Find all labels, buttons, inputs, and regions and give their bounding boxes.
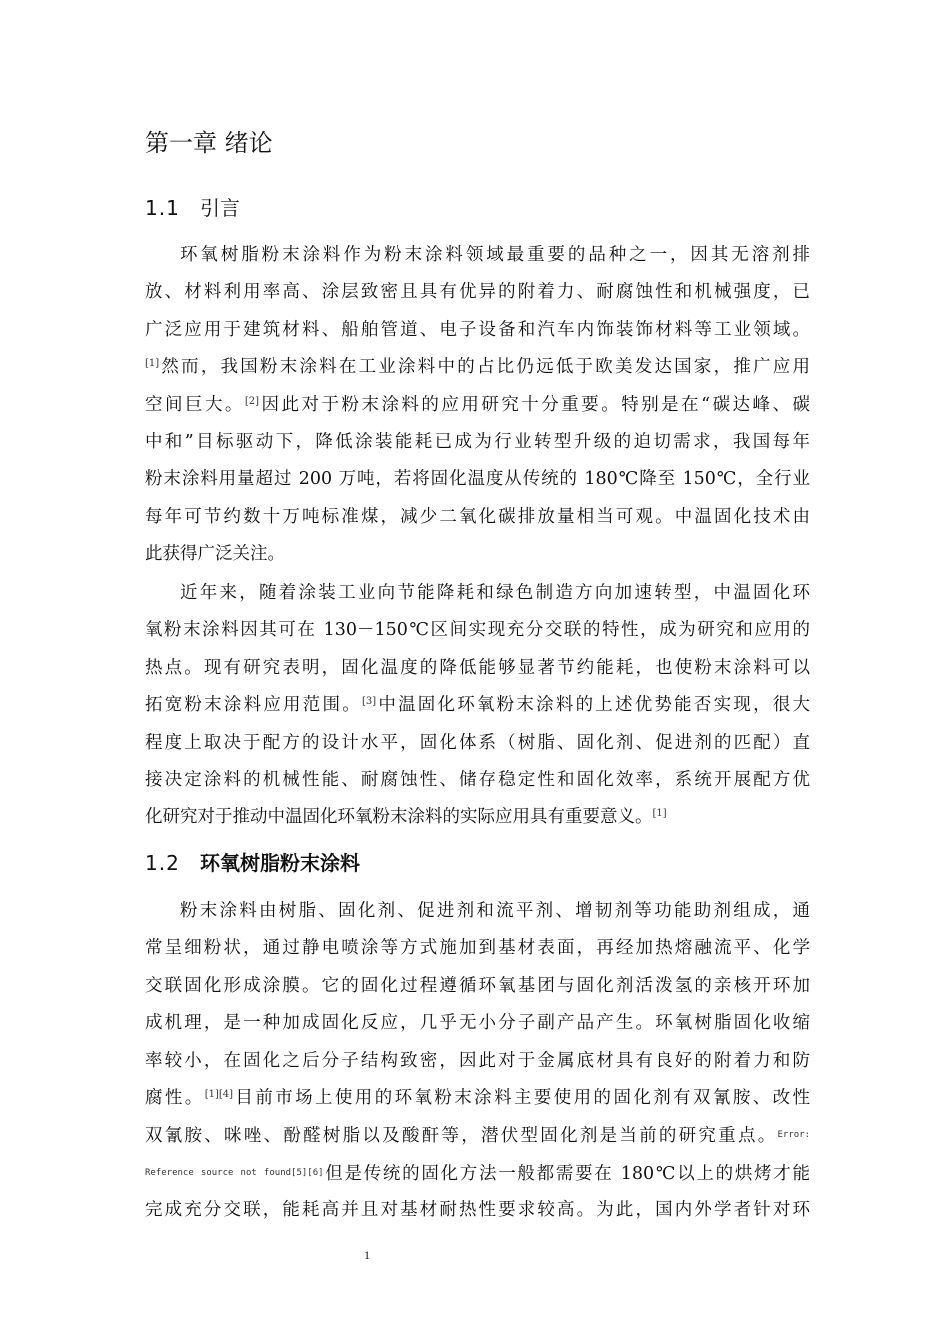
text-line [145, 1117, 810, 1154]
citation-ref: [1] [652, 808, 667, 820]
text-line: 接决定涂料的机械性能、耐腐蚀性、储存稳定性和固化效率，系统开展配方优 [145, 769, 810, 790]
chapter-title: 第一章 绪论 [145, 129, 273, 157]
text-line: 热点。现有研究表明，固化温度的降低能够显著节约能耗，也使粉末涂料可以 [145, 657, 810, 678]
text-span: 因此对于粉末涂料的应用研究十分重要。特别是在“碳达峰、碳 [259, 394, 810, 415]
reference-error-text: Error: [777, 1130, 810, 1141]
paragraph-epoxy-powder [145, 893, 810, 1230]
text-line: 放、材料利用率高、涂层致密且具有优异的附着力、耐腐蚀性和机械强度，已 [145, 282, 810, 303]
paragraph-intro-2 [145, 575, 810, 837]
section-title-text: 环氧树脂粉末涂料 [200, 851, 360, 875]
paragraph-intro-1 [145, 237, 810, 574]
text-line: 此获得广泛关注。 [145, 544, 285, 565]
text-span: 中温固化环氧粉末涂料的上述优势能否实现，很大 [376, 695, 811, 716]
text-line: 程度上取决于配方的设计水平，固化体系（树脂、固化剂、促进剂的匹配）直 [145, 732, 810, 753]
text-line: 常呈细粉状，通过静电喷涂等方式施加到基材表面，再经加热熔融流平、化学 [145, 938, 810, 959]
text-span: 双氰胺、咪唑、酚醛树脂以及酸酐等，潜伏型固化剂是当前的研究重点。 [145, 1126, 778, 1147]
text-line: 成机理，是一种加成固化反应，几乎无小分子副产品产生。环氧树脂固化收缩 [145, 1013, 810, 1034]
text-line [145, 387, 810, 424]
text-line: 交联固化形成涂膜。它的固化过程遵循环氧基团与固化剂活泼氢的亲核开环加 [145, 975, 810, 996]
section-number: 1.1 [145, 196, 180, 220]
text-line [145, 1080, 810, 1117]
section-heading-1-2 [145, 848, 360, 878]
text-span: 拓宽粉末涂料应用范围。 [145, 695, 362, 716]
text-span: 化研究对于推动中温固化环氧粉末涂料的实际应用具有重要意义。 [145, 807, 653, 828]
text-line: 每年可节约数十万吨标准煤，减少二氧化碳排放量相当可观。中温固化技术由 [145, 506, 810, 527]
text-line: 完成充分交联，能耗高并且对基材耐热性要求较高。为此，国内外学者针对环 [145, 1200, 810, 1221]
citation-ref: [3] [361, 696, 377, 708]
citation-ref: [1][4] [204, 1088, 234, 1100]
text-line [145, 799, 810, 836]
text-line: 广泛应用于建筑材料、船舶管道、电子设备和汽车内饰装饰材料等工业领域。 [145, 319, 810, 340]
section-number: 1.2 [145, 851, 180, 875]
section-title-text: 引言 [200, 196, 240, 220]
text-line: 环氧树脂粉末涂料作为粉末涂料领域最重要的品种之一，因其无溶剂排 [180, 245, 810, 265]
reference-error-text: Reference source not found[5][6] [145, 1167, 324, 1178]
text-line [145, 349, 810, 386]
text-span: 腐性。 [145, 1087, 205, 1108]
text-span: 空间巨大。 [145, 394, 245, 415]
citation-ref: [2] [244, 395, 260, 407]
text-span: 然而，我国粉末涂料在工业涂料中的占比仍远低于欧美发达国家，推广应用 [159, 357, 810, 378]
text-span: 目前市场上使用的环氧粉末涂料主要使用的固化剂有双氰胺、改性 [233, 1087, 810, 1108]
citation-ref: [1] [145, 358, 160, 370]
text-line: 粉末涂料用量超过 200 万吨，若将固化温度从传统的 180℃降至 150℃，全行业 [145, 469, 810, 490]
text-line: 粉末涂料由树脂、固化剂、促进剂和流平剂、增韧剂等功能助剂组成，通 [180, 901, 810, 921]
text-line: 中和”目标驱动下，降低涂装能耗已成为行业转型升级的迫切需求，我国每年 [145, 431, 810, 452]
section-heading-1-1 [145, 193, 240, 223]
text-line [145, 687, 810, 724]
page-number: 1 [364, 1248, 370, 1262]
text-line: 近年来，随着涂装工业向节能降耗和绿色制造方向加速转型，中温固化环 [180, 583, 810, 603]
text-line: 氧粉末涂料因其可在 130－150℃区间实现充分交联的特性，成为研究和应用的 [145, 620, 810, 641]
text-line: 率较小，在固化之后分子结构致密，因此对于金属底材具有良好的附着力和防 [145, 1050, 810, 1071]
text-line [145, 1155, 810, 1192]
text-span: 但是传统的固化方法一般都需要在 180℃以上的烘烤才能 [323, 1163, 810, 1184]
